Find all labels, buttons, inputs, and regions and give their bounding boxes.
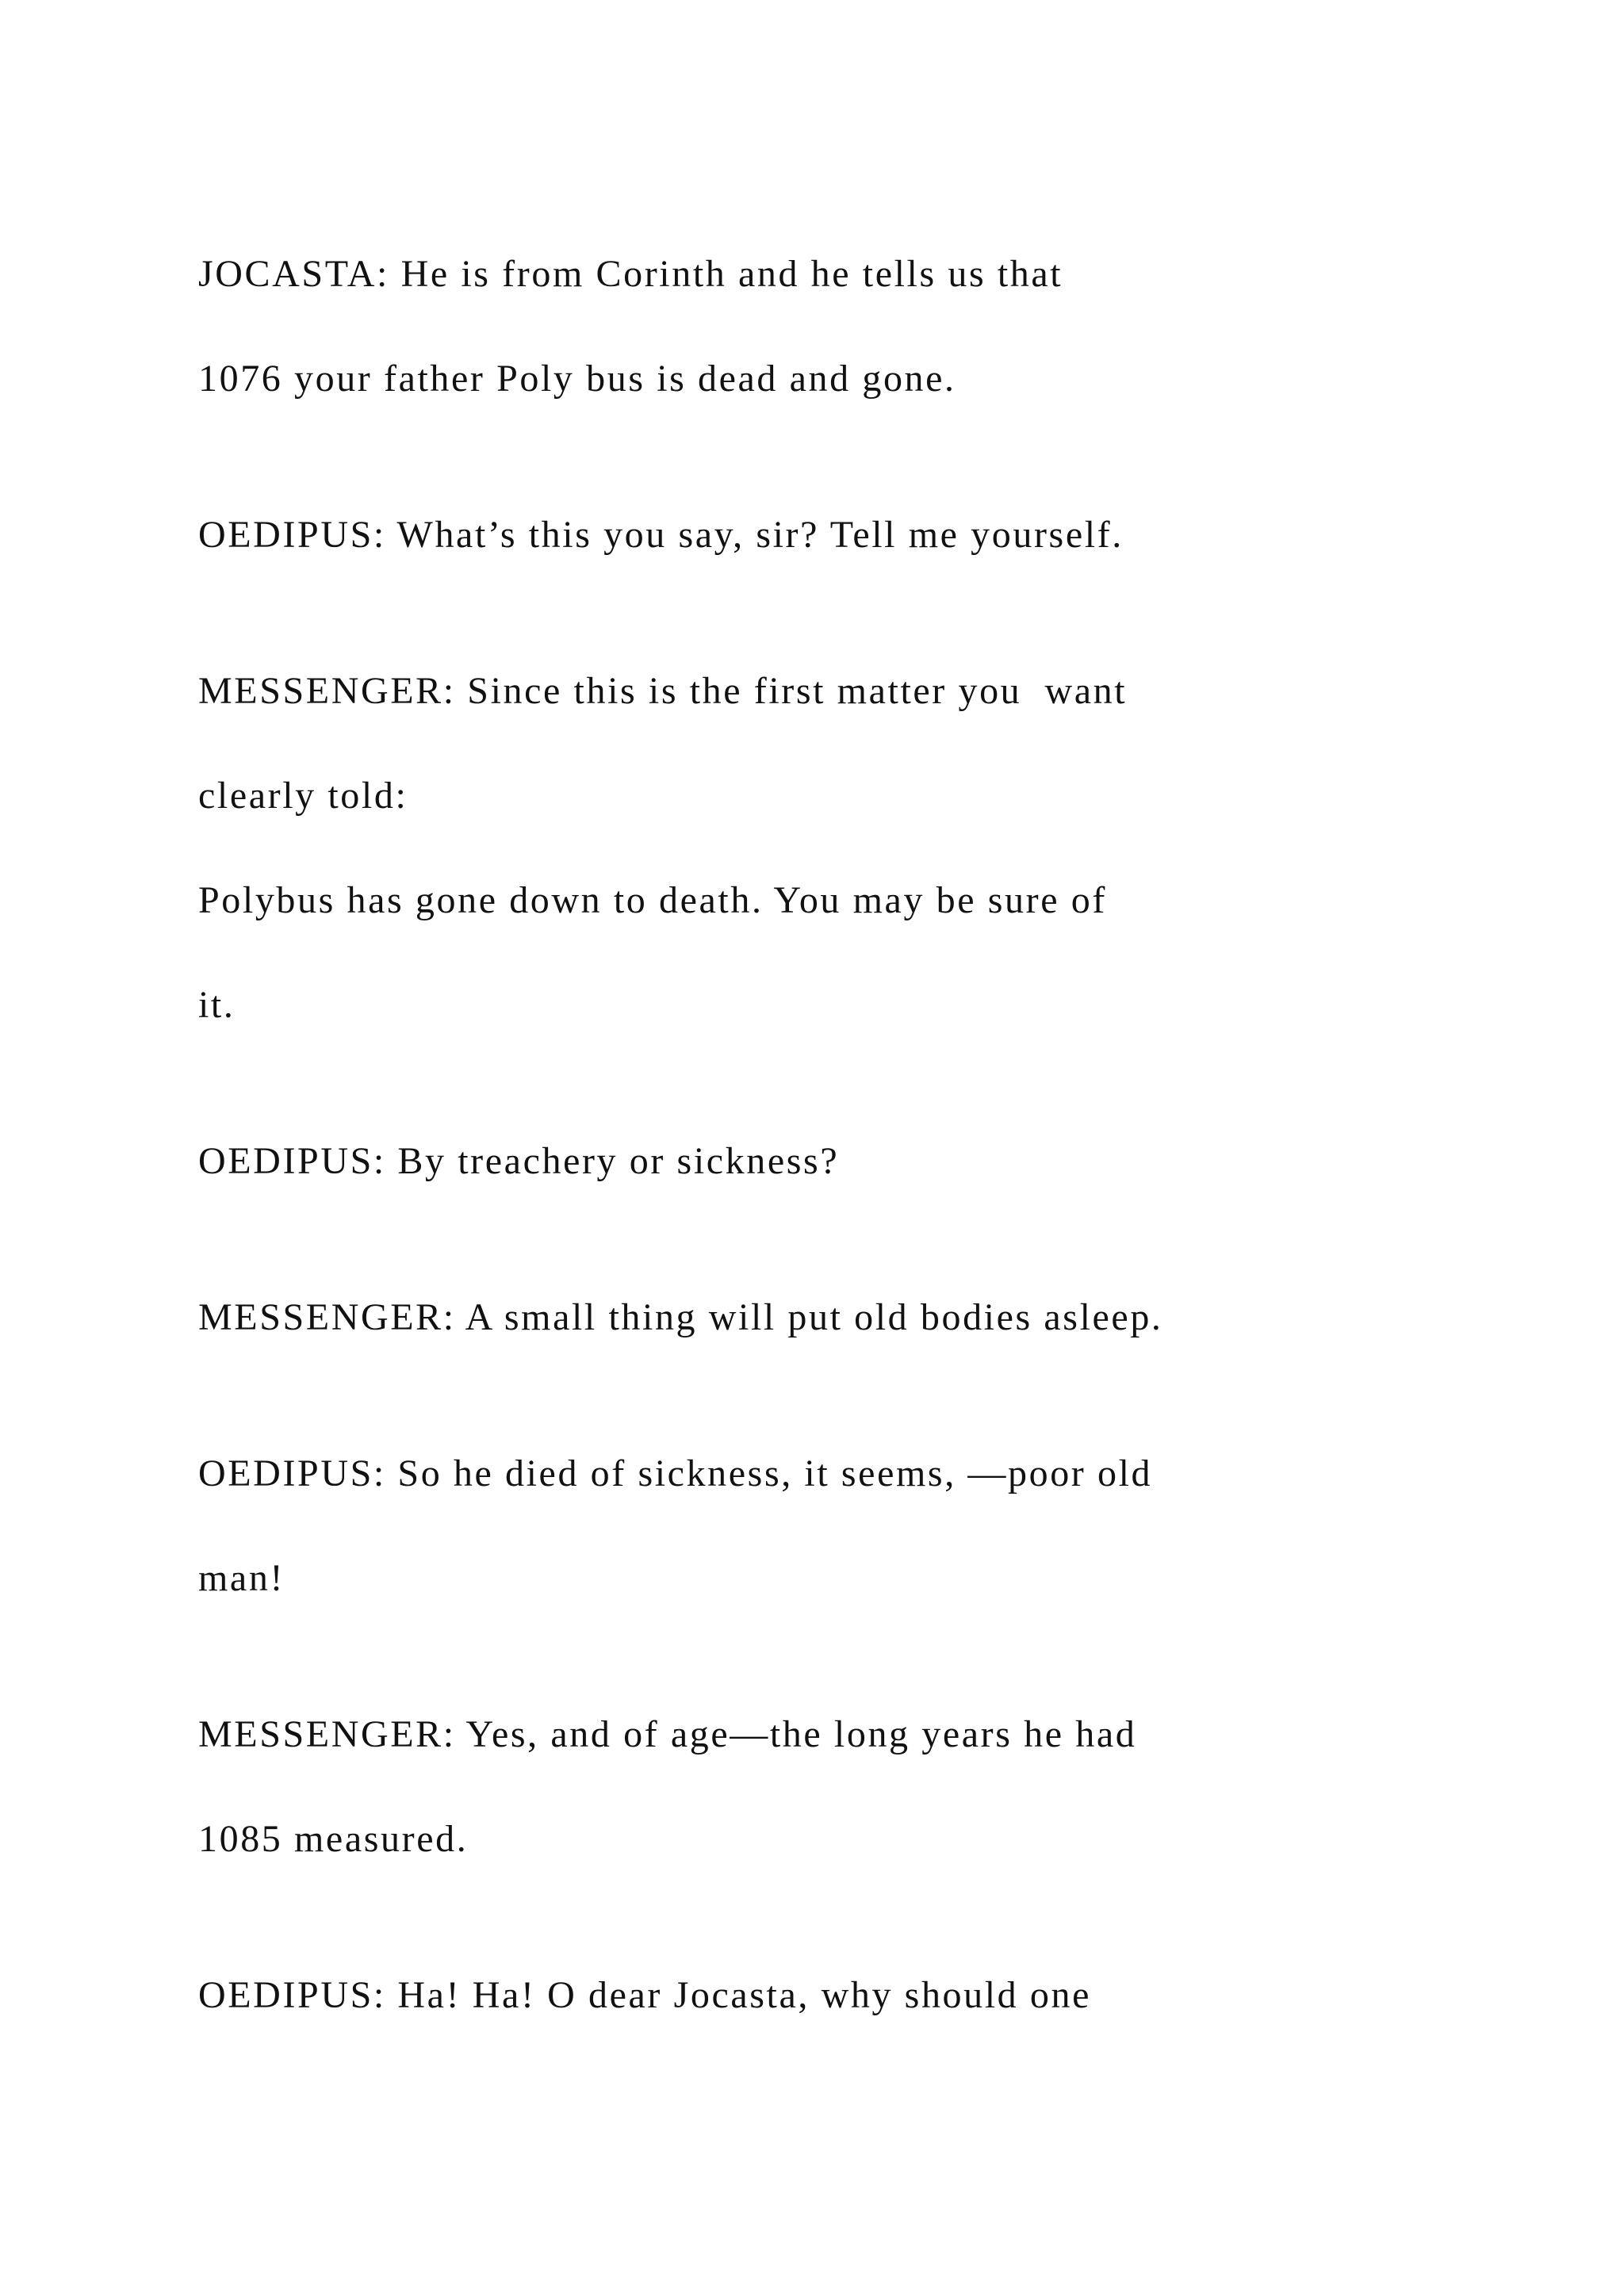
text-line: OEDIPUS: So he died of sickness, it seems, —poor old: [198, 1452, 1153, 1494]
text-line: man!: [198, 1557, 285, 1599]
text-line: OEDIPUS: Ha! Ha! O dear Jocasta, why should one: [198, 1974, 1091, 2016]
text-line: OEDIPUS: By treachery or sickness?: [198, 1140, 840, 1182]
text-line: Polybus has gone down to death. You may be sure of: [198, 879, 1107, 921]
text-line: MESSENGER: Yes, and of age—the long years he had: [198, 1713, 1137, 1755]
text-line: clearly told:: [198, 775, 408, 817]
text-line: 1076 your father Poly bus is dead and gone.: [198, 358, 956, 400]
text-line: JOCASTA: He is from Corinth and he tells us that: [198, 253, 1063, 295]
text-line: MESSENGER: A small thing will put old bodies asleep.: [198, 1296, 1163, 1338]
text-line: OEDIPUS: What’s this you say, sir? Tell me yourself.: [198, 514, 1124, 556]
text-line: 1085 measured.: [198, 1818, 469, 1860]
text-line: MESSENGER: Since this is the first matter you want: [198, 670, 1128, 712]
text-line: it.: [198, 984, 236, 1026]
